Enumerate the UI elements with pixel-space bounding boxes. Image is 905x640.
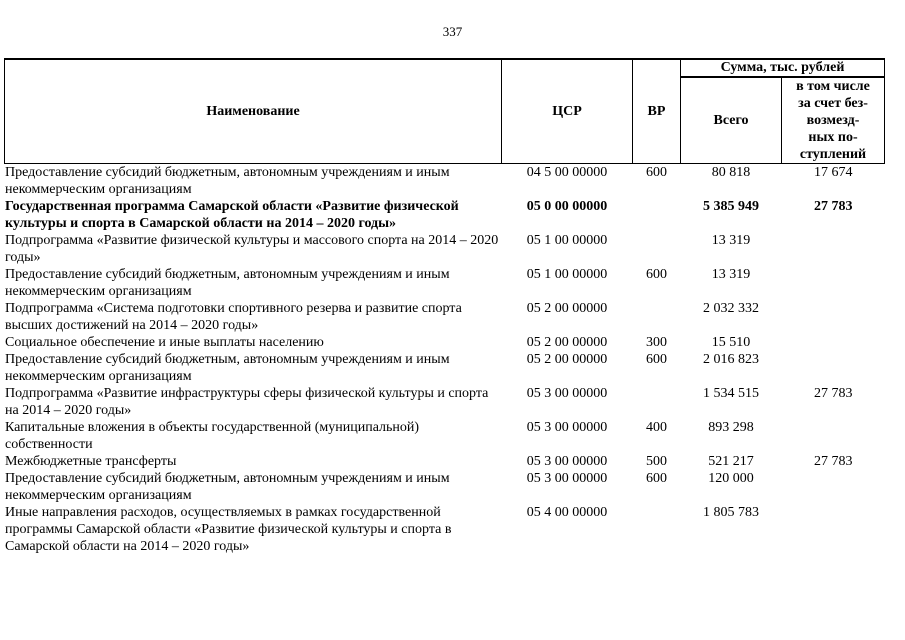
row-csr: 05 1 00 00000 — [526, 233, 608, 248]
row-free: 27 783 — [814, 454, 853, 469]
row-total: 2 016 823 — [703, 352, 759, 367]
page-number: 337 — [442, 24, 463, 39]
row-vr — [633, 300, 681, 334]
row-free — [782, 351, 885, 385]
row-csr: 05 0 00 00000 — [526, 199, 608, 214]
row-vr — [633, 198, 681, 232]
row-csr: 05 2 00 00000 — [526, 352, 608, 367]
row-free: 17 674 — [814, 165, 853, 180]
row-free — [782, 300, 885, 334]
row-total: 15 510 — [711, 335, 751, 350]
row-name: Подпрограмма «Развитие физической культуры и массового спорта на 2014 – 2020 годы» — [5, 233, 499, 265]
header-free — [782, 77, 885, 164]
row-csr: 05 2 00 00000 — [526, 301, 608, 316]
row-total: 13 319 — [711, 233, 751, 248]
table-row — [5, 351, 885, 385]
row-csr: 05 4 00 00000 — [526, 505, 608, 520]
table-body — [5, 164, 885, 556]
row-csr: 05 3 00 00000 — [526, 471, 608, 486]
row-name: Межбюджетные трансферты — [5, 454, 177, 469]
table-row — [5, 164, 885, 199]
row-free — [782, 334, 885, 351]
row-name: Предоставление субсидий бюджетным, автономным учреждениям и иным некоммерческим организациям — [5, 165, 450, 197]
table-row — [5, 232, 885, 266]
table-row — [5, 198, 885, 232]
header-free-line: ступлений — [799, 147, 867, 162]
row-total: 2 032 332 — [703, 301, 759, 316]
row-vr — [633, 232, 681, 266]
budget-table — [4, 58, 885, 555]
row-csr: 05 3 00 00000 — [526, 386, 608, 401]
row-total: 13 319 — [711, 267, 751, 282]
row-vr: 600 — [646, 165, 667, 180]
row-name: Государственная программа Самарской области «Развитие физической культуры и спорта в Самарской области на 2014 – 2020 годы» — [5, 199, 459, 231]
row-vr: 600 — [646, 352, 667, 367]
table-row — [5, 419, 885, 453]
header-csr: ЦСР — [502, 59, 633, 164]
row-total: 120 000 — [708, 471, 754, 486]
row-total: 1 805 783 — [703, 505, 759, 520]
row-name: Капитальные вложения в объекты государственной (муниципальной) собственности — [5, 420, 420, 452]
row-vr: 400 — [646, 420, 667, 435]
row-name: Социальное обеспечение и иные выплаты населению — [5, 335, 324, 350]
table-row — [5, 504, 885, 555]
row-free: 27 783 — [814, 199, 853, 214]
header-name: Наименование — [5, 59, 502, 164]
header-free-line: за счет без- — [798, 96, 868, 111]
row-csr: 05 2 00 00000 — [526, 335, 608, 350]
row-free — [782, 232, 885, 266]
row-free: 27 783 — [814, 386, 853, 401]
row-name: Подпрограмма «Развитие инфраструктуры сферы физической культуры и спорта на 2014 – 2020 годы» — [5, 386, 489, 418]
row-csr: 05 3 00 00000 — [526, 454, 608, 469]
row-name: Предоставление субсидий бюджетным, автономным учреждениям и иным некоммерческим организациям — [5, 352, 450, 384]
row-total: 521 217 — [708, 454, 754, 469]
row-name: Подпрограмма «Система подготовки спортивного резерва и развитие спорта высших достижений на 2014 – 2020 годы» — [5, 301, 462, 333]
table-row — [5, 334, 885, 351]
header-free-line: ных по- — [808, 130, 858, 145]
row-csr: 05 1 00 00000 — [526, 267, 608, 282]
row-free — [782, 266, 885, 300]
table-row — [5, 470, 885, 504]
table-row — [5, 453, 885, 470]
header-sum: Сумма, тыс. рублей — [681, 59, 885, 77]
row-name: Иные направления расходов, осуществляемых в рамках государственной программы Самарской области «Развитие физической культуры и спорта в Самарской области на 2014 – 2020 годы» — [5, 505, 452, 554]
row-vr: 300 — [646, 335, 667, 350]
row-vr — [633, 504, 681, 555]
row-free — [782, 504, 885, 555]
header-total: Всего — [681, 77, 782, 164]
row-free — [782, 419, 885, 453]
row-vr: 600 — [646, 471, 667, 486]
row-total: 893 298 — [708, 420, 754, 435]
table-row — [5, 385, 885, 419]
table-row — [5, 300, 885, 334]
row-csr: 04 5 00 00000 — [526, 165, 608, 180]
row-vr: 600 — [646, 267, 667, 282]
row-csr: 05 3 00 00000 — [526, 420, 608, 435]
row-total: 80 818 — [711, 165, 751, 180]
row-total: 1 534 515 — [703, 386, 759, 401]
header-vr: ВР — [633, 59, 681, 164]
row-free — [782, 470, 885, 504]
table-row — [5, 266, 885, 300]
header-free-line: возмезд- — [806, 113, 860, 128]
row-vr — [633, 385, 681, 419]
header-free-line: в том числе — [796, 79, 870, 94]
row-name: Предоставление субсидий бюджетным, автономным учреждениям и иным некоммерческим организациям — [5, 471, 450, 503]
row-total: 5 385 949 — [703, 199, 759, 214]
row-vr: 500 — [646, 454, 667, 469]
table-header — [5, 59, 885, 164]
row-name: Предоставление субсидий бюджетным, автономным учреждениям и иным некоммерческим организациям — [5, 267, 450, 299]
